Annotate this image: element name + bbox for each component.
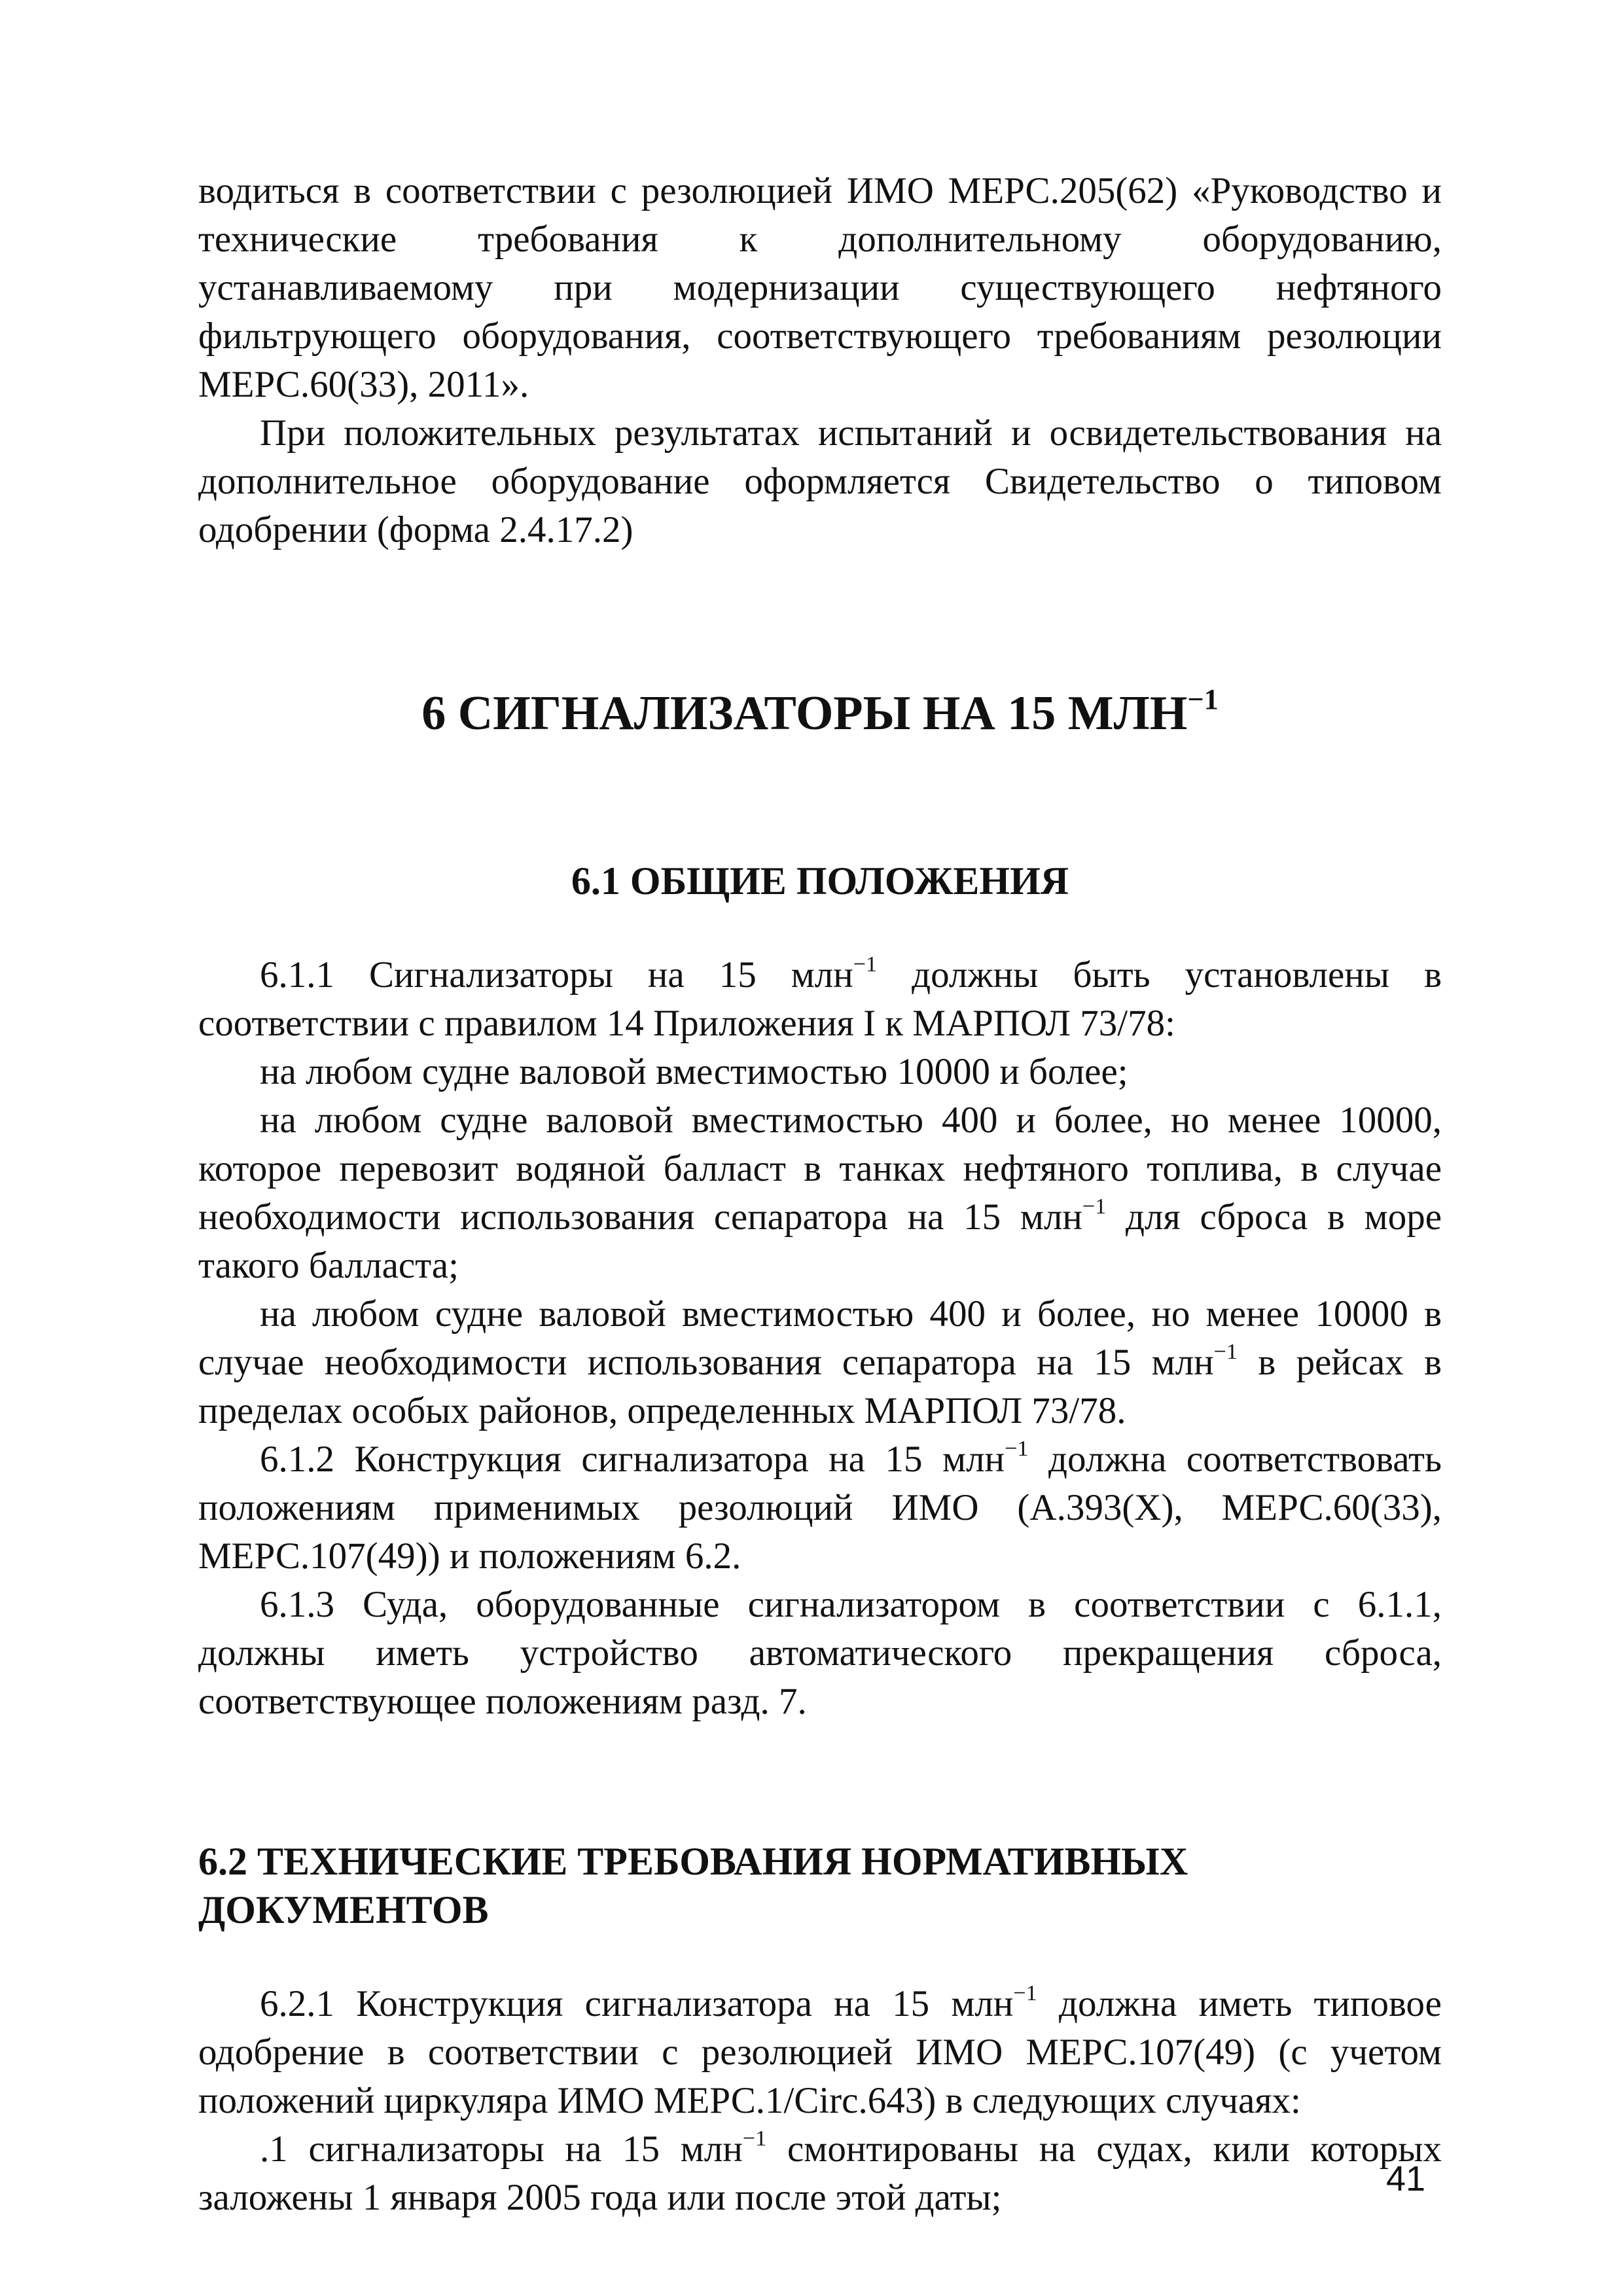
paragraph-6-1-3: 6.1.3 Суда, оборудованные сигнализатором в соответствии с 6.1.1, должны иметь устройство автоматического прекращения сброса, соответствующее положениям разд. 7. — [198, 1584, 1442, 1722]
paragraph-6-1-1 — [198, 951, 1442, 1048]
paragraph-6-2-1 — [198, 1980, 1442, 2125]
text-run: должны быть установлены в соответствии с правилом 14 Приложения I к МАРПОЛ 73/78: — [198, 954, 1442, 1044]
paragraph-6-2-1-item-1 — [198, 2125, 1442, 2222]
subsection-6-2-heading: 6.2 ТЕХНИЧЕСКИЕ ТРЕБОВАНИЯ НОРМАТИВНЫХ ДОКУМЕНТОВ — [198, 1840, 1188, 1931]
paragraph-6-1-2 — [198, 1435, 1442, 1581]
text-run: 6.1.1 Сигнализаторы на 15 млн — [260, 954, 853, 996]
text-run: 6.1.2 Конструкция сигнализатора на 15 млн — [260, 1439, 1005, 1480]
text-run: на любом судне валовой вместимостью 400 и более, но менее 10000 в случае необходимости использования сепаратора на 15 млн — [198, 1293, 1442, 1383]
paragraph-gross-10000: на любом судне валовой вместимостью 10000 и более; — [260, 1051, 1128, 1092]
text-run: на любом судне валовой вместимостью 400 и более, но менее 10000, которое перевозит водяной балласт в танках нефтяного топлива, в случае необходимости использования сепаратора на 15 млн — [198, 1100, 1442, 1238]
text-run: должна иметь типовое одобрение в соответствии с резолюцией ИМО МЕРС.107(49) (с учетом положений циркуляра ИМО МЕРС.1/Circ.643) в следующих случаях: — [198, 1983, 1442, 2121]
text-run: .1 сигнализаторы на 15 млн — [260, 2128, 743, 2170]
subsection-6-1-heading: 6.1 ОБЩИЕ ПОЛОЖЕНИЯ — [571, 859, 1069, 903]
superscript: −1 — [1013, 1981, 1037, 2006]
text-run: в рейсах в пределах особых районов, определенных МАРПОЛ 73/78. — [198, 1342, 1442, 1431]
section-6-title: 6 СИГНАЛИЗАТОРЫ НА 15 МЛН — [421, 687, 1188, 740]
page-number: 41 — [1386, 2159, 1426, 2198]
paragraph-gross-400-ballast — [198, 1096, 1442, 1290]
page-content — [198, 167, 1442, 2222]
superscript: −1 — [1005, 1437, 1029, 1462]
text-run: должна соответствовать положениям применимых резолюций ИМО (А.393(Х), МЕРС.60(33), МЕРС.107(49)) и положениям 6.2. — [198, 1439, 1442, 1577]
section-6-heading — [198, 684, 1442, 743]
text-run: 6.2.1 Конструкция сигнализатора на 15 млн — [260, 1983, 1014, 2024]
superscript: −1 — [742, 2126, 767, 2151]
section-6-title-superscript: −1 — [1187, 682, 1219, 715]
paragraph-certificate: При положительных результатах испытаний и освидетельствования на дополнительное оборудование оформляется Свидетельство о типовом одобрении (форма 2.4.17.2) — [198, 412, 1442, 550]
superscript: −1 — [853, 952, 878, 977]
superscript: −1 — [1213, 1340, 1238, 1365]
text-run: смонтированы на судах, кили которых заложены 1 января 2005 года или после этой даты; — [198, 2128, 1442, 2218]
text-run: для сброса в море такого балласта; — [198, 1196, 1442, 1286]
paragraph-gross-400-special-areas — [198, 1290, 1442, 1435]
superscript: −1 — [1082, 1194, 1107, 1219]
paragraph-intro-continuation: водиться в соответствии с резолюцией ИМО МЕРС.205(62) «Руководство и технические требования к дополнительному оборудованию, устанавливаемому при модернизации существующего нефтяного фильтрующего оборудования, соответствующего требованиям резолюции МЕРС.60(33), 2011». — [198, 170, 1442, 405]
